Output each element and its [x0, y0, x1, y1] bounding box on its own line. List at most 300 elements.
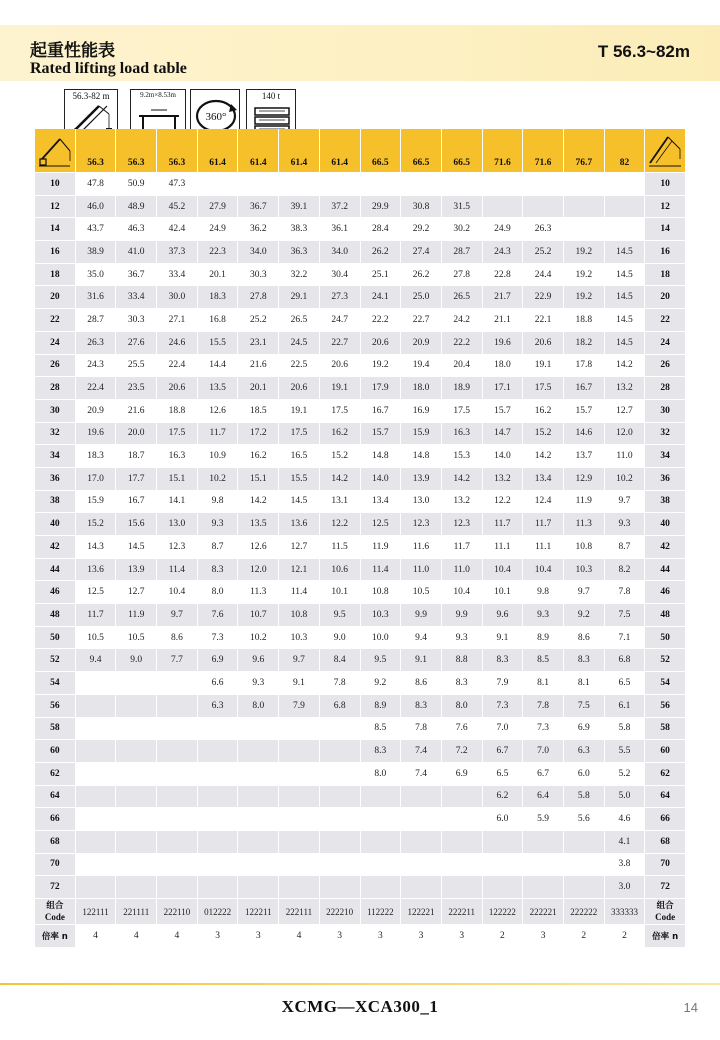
load-cell: 20.4 [442, 355, 483, 378]
load-cell: 17.5 [157, 423, 198, 446]
load-cell: 8.4 [320, 649, 361, 672]
load-cell: 7.4 [401, 763, 442, 786]
load-cell: 8.3 [442, 672, 483, 695]
load-cell: 8.3 [564, 649, 605, 672]
load-cell: 20.6 [157, 377, 198, 400]
load-cell: 6.8 [605, 649, 646, 672]
load-cell: 27.8 [442, 264, 483, 287]
load-cell [157, 786, 198, 809]
radius-label-right: 66 [645, 808, 686, 831]
load-cell: 30.8 [401, 196, 442, 219]
load-cell: 28.7 [442, 241, 483, 264]
load-cell: 24.4 [523, 264, 564, 287]
load-cell: 19.1 [320, 377, 361, 400]
table-row [35, 808, 686, 831]
load-cell: 10.2 [198, 468, 239, 491]
radius-label-right: 24 [645, 332, 686, 355]
load-cell: 33.4 [157, 264, 198, 287]
load-cell: 46.0 [76, 196, 117, 219]
load-cell: 15.9 [401, 423, 442, 446]
load-cell [76, 718, 117, 741]
load-cell: 22.1 [523, 309, 564, 332]
load-cell: 9.2 [564, 604, 605, 627]
load-cell [523, 173, 564, 196]
load-cell: 5.0 [605, 786, 646, 809]
code-label-left [35, 899, 76, 925]
radius-label-right: 42 [645, 536, 686, 559]
load-cell: 39.1 [279, 196, 320, 219]
load-cell [198, 763, 239, 786]
load-cell: 24.1 [361, 286, 402, 309]
load-cell: 26.5 [442, 286, 483, 309]
load-cell: 34.0 [238, 241, 279, 264]
radius-label-left: 44 [35, 559, 76, 582]
load-cell: 4.1 [605, 831, 646, 854]
load-cell: 26.2 [401, 264, 442, 287]
load-cell: 14.8 [361, 445, 402, 468]
multiplier-cell: 3 [361, 925, 402, 948]
load-cell: 23.5 [116, 377, 157, 400]
radius-label-left: 10 [35, 173, 76, 196]
load-cell: 7.3 [198, 627, 239, 650]
load-cell: 9.4 [401, 627, 442, 650]
load-cell: 14.5 [116, 536, 157, 559]
load-cell: 36.7 [238, 196, 279, 219]
load-cell: 9.9 [442, 604, 483, 627]
load-cell: 18.2 [564, 332, 605, 355]
load-cell: 19.2 [564, 241, 605, 264]
boom-length-header: 56.3 [116, 129, 157, 173]
load-cell: 9.5 [320, 604, 361, 627]
load-cell: 25.2 [523, 241, 564, 264]
load-cell: 29.1 [279, 286, 320, 309]
load-cell [564, 854, 605, 877]
load-cell: 27.1 [157, 309, 198, 332]
load-cell: 8.2 [605, 559, 646, 582]
load-cell: 10.4 [442, 581, 483, 604]
load-cell [523, 831, 564, 854]
load-cell [279, 808, 320, 831]
radius-label-left: 68 [35, 831, 76, 854]
load-cell: 13.4 [361, 491, 402, 514]
load-cell [116, 854, 157, 877]
load-cell: 18.3 [76, 445, 117, 468]
load-cell: 15.1 [238, 468, 279, 491]
load-cell: 29.2 [401, 218, 442, 241]
load-cell [198, 854, 239, 877]
load-cell: 12.6 [238, 536, 279, 559]
load-cell: 34.0 [320, 241, 361, 264]
load-cell: 10.8 [564, 536, 605, 559]
load-cell [320, 786, 361, 809]
load-cell: 7.6 [198, 604, 239, 627]
load-cell: 12.0 [605, 423, 646, 446]
crane-icon-right [645, 129, 686, 173]
load-cell [564, 218, 605, 241]
load-cell: 6.9 [198, 649, 239, 672]
radius-label-right: 46 [645, 581, 686, 604]
load-cell: 30.4 [320, 264, 361, 287]
load-cell [238, 831, 279, 854]
load-cell: 15.5 [279, 468, 320, 491]
load-cell: 5.8 [605, 718, 646, 741]
load-cell: 14.8 [401, 445, 442, 468]
load-cell: 29.9 [361, 196, 402, 219]
load-cell: 11.7 [76, 604, 117, 627]
load-cell [238, 763, 279, 786]
boom-length-header: 82 [605, 129, 646, 173]
load-cell: 16.9 [401, 400, 442, 423]
load-cell [523, 196, 564, 219]
load-cell: 9.1 [279, 672, 320, 695]
load-cell [279, 173, 320, 196]
load-cell: 27.4 [401, 241, 442, 264]
radius-label-right: 14 [645, 218, 686, 241]
load-cell: 6.8 [320, 695, 361, 718]
multiplier-cell: 4 [76, 925, 117, 948]
load-cell: 17.8 [564, 355, 605, 378]
load-cell: 11.1 [523, 536, 564, 559]
load-cell: 14.6 [564, 423, 605, 446]
radius-label-left: 34 [35, 445, 76, 468]
load-cell [401, 808, 442, 831]
load-cell: 8.0 [198, 581, 239, 604]
boom-length-header: 61.4 [320, 129, 361, 173]
load-cell: 14.5 [605, 241, 646, 264]
load-cell: 11.4 [157, 559, 198, 582]
load-cell: 7.5 [564, 695, 605, 718]
load-cell: 6.0 [483, 808, 524, 831]
load-cell: 9.6 [238, 649, 279, 672]
load-cell: 28.7 [76, 309, 117, 332]
load-cell [157, 695, 198, 718]
load-cell [442, 854, 483, 877]
load-cell: 13.0 [401, 491, 442, 514]
load-cell: 5.9 [523, 808, 564, 831]
load-cell: 9.3 [238, 672, 279, 695]
multiplier-cell: 4 [157, 925, 198, 948]
radius-label-left: 52 [35, 649, 76, 672]
load-cell: 16.3 [157, 445, 198, 468]
multiplier-cell: 3 [442, 925, 483, 948]
load-cell: 19.1 [523, 355, 564, 378]
load-cell [320, 831, 361, 854]
load-cell: 12.1 [279, 559, 320, 582]
load-cell: 12.3 [401, 513, 442, 536]
multiplier-cell: 3 [238, 925, 279, 948]
radius-label-left: 48 [35, 604, 76, 627]
load-cell [238, 173, 279, 196]
load-cell: 10.3 [279, 627, 320, 650]
load-cell: 13.4 [523, 468, 564, 491]
load-cell: 8.1 [564, 672, 605, 695]
radius-label-left: 30 [35, 400, 76, 423]
load-cell [401, 876, 442, 899]
load-cell: 8.0 [238, 695, 279, 718]
load-cell: 17.1 [483, 377, 524, 400]
boom-length-header: 61.4 [198, 129, 239, 173]
load-cell: 24.9 [198, 218, 239, 241]
load-cell: 13.6 [279, 513, 320, 536]
radius-label-right: 36 [645, 468, 686, 491]
load-cell: 16.2 [320, 423, 361, 446]
table-row [35, 786, 686, 809]
load-cell: 25.5 [116, 355, 157, 378]
page-title-cn: 起重性能表 [30, 41, 115, 61]
load-cell [320, 740, 361, 763]
load-cell: 38.3 [279, 218, 320, 241]
load-cell: 8.3 [401, 695, 442, 718]
load-cell: 36.1 [320, 218, 361, 241]
code-cell: 122221 [401, 899, 442, 925]
radius-label-right: 12 [645, 196, 686, 219]
load-cell: 12.4 [523, 491, 564, 514]
load-cell: 11.7 [523, 513, 564, 536]
load-cell [238, 808, 279, 831]
load-cell [198, 808, 239, 831]
boom-length-header: 71.6 [483, 129, 524, 173]
load-cell: 11.3 [238, 581, 279, 604]
load-cell: 4.6 [605, 808, 646, 831]
load-cell: 10.0 [361, 627, 402, 650]
load-cell: 41.0 [116, 241, 157, 264]
radius-label-left: 60 [35, 740, 76, 763]
load-cell: 14.2 [320, 468, 361, 491]
load-cell: 5.8 [564, 786, 605, 809]
load-cell: 21.7 [483, 286, 524, 309]
load-cell [238, 718, 279, 741]
load-cell: 8.1 [523, 672, 564, 695]
radius-label-left: 20 [35, 286, 76, 309]
load-cell: 22.8 [483, 264, 524, 287]
load-cell: 6.4 [523, 786, 564, 809]
load-cell: 37.3 [157, 241, 198, 264]
load-cell [361, 876, 402, 899]
table-row [35, 763, 686, 786]
load-cell [442, 876, 483, 899]
load-cell [76, 876, 117, 899]
load-cell [442, 786, 483, 809]
load-cell: 12.6 [198, 400, 239, 423]
load-cell: 16.3 [442, 423, 483, 446]
load-cell: 26.5 [279, 309, 320, 332]
load-cell: 14.2 [442, 468, 483, 491]
radius-label-left: 54 [35, 672, 76, 695]
code-label-en: Code [44, 911, 65, 922]
radius-label-left: 62 [35, 763, 76, 786]
load-cell: 19.2 [361, 355, 402, 378]
radius-label-right: 20 [645, 286, 686, 309]
load-cell: 14.5 [605, 286, 646, 309]
load-cell: 16.7 [361, 400, 402, 423]
boom-range-label: T 56.3~82m [597, 42, 690, 61]
load-cell: 11.7 [483, 513, 524, 536]
load-cell: 11.4 [279, 581, 320, 604]
radius-label-right: 38 [645, 491, 686, 514]
load-cell: 20.6 [361, 332, 402, 355]
load-cell: 13.2 [442, 491, 483, 514]
load-cell: 19.2 [564, 264, 605, 287]
table-row [35, 854, 686, 877]
table-row [35, 695, 686, 718]
load-cell: 11.1 [483, 536, 524, 559]
load-cell: 10.6 [320, 559, 361, 582]
table-row [35, 218, 686, 241]
load-cell: 24.5 [279, 332, 320, 355]
radius-label-right: 28 [645, 377, 686, 400]
load-cell: 8.3 [361, 740, 402, 763]
load-cell: 17.5 [320, 400, 361, 423]
load-cell: 9.9 [401, 604, 442, 627]
multiplier-cell: 2 [483, 925, 524, 948]
load-cell: 13.1 [320, 491, 361, 514]
load-cell: 17.2 [238, 423, 279, 446]
load-cell [483, 196, 524, 219]
radius-label-right: 58 [645, 718, 686, 741]
load-cell: 11.7 [198, 423, 239, 446]
load-cell: 6.5 [605, 672, 646, 695]
load-cell [116, 763, 157, 786]
load-cell: 22.9 [523, 286, 564, 309]
load-cell: 9.6 [483, 604, 524, 627]
boom-length-header: 66.5 [361, 129, 402, 173]
load-cell: 9.3 [523, 604, 564, 627]
load-cell [279, 786, 320, 809]
multiplier-cell: 3 [320, 925, 361, 948]
load-cell [76, 740, 117, 763]
load-cell [238, 876, 279, 899]
load-cell: 16.7 [116, 491, 157, 514]
load-cell: 10.9 [198, 445, 239, 468]
load-cell: 22.2 [442, 332, 483, 355]
table-row [35, 831, 686, 854]
load-cell: 12.5 [361, 513, 402, 536]
load-cell: 7.8 [523, 695, 564, 718]
load-cell: 26.3 [76, 332, 117, 355]
load-cell: 14.5 [605, 264, 646, 287]
load-cell [442, 808, 483, 831]
load-cell: 17.7 [116, 468, 157, 491]
table-row [35, 264, 686, 287]
load-cell: 10.3 [564, 559, 605, 582]
load-cell [401, 786, 442, 809]
load-cell [320, 173, 361, 196]
load-cell: 9.7 [564, 581, 605, 604]
load-cell: 10.8 [361, 581, 402, 604]
load-cell: 24.3 [76, 355, 117, 378]
radius-label-right: 10 [645, 173, 686, 196]
load-cell: 47.8 [76, 173, 117, 196]
load-cell [116, 740, 157, 763]
load-cell: 25.2 [238, 309, 279, 332]
radius-label-left: 12 [35, 196, 76, 219]
load-cell: 9.7 [157, 604, 198, 627]
load-cell: 12.7 [116, 581, 157, 604]
table-row [35, 604, 686, 627]
load-cell: 24.6 [157, 332, 198, 355]
load-cell: 10.2 [238, 627, 279, 650]
radius-label-right: 16 [645, 241, 686, 264]
load-cell [116, 718, 157, 741]
load-cell: 13.6 [76, 559, 117, 582]
load-cell: 6.6 [198, 672, 239, 695]
radius-label-right: 70 [645, 854, 686, 877]
load-cell [401, 173, 442, 196]
counterweight-caption: 140 t [261, 91, 281, 101]
multiplier-cell: 3 [523, 925, 564, 948]
multiplier-cell: 3 [198, 925, 239, 948]
code-label-right [645, 899, 686, 925]
load-cell: 7.0 [483, 718, 524, 741]
radius-label-left: 28 [35, 377, 76, 400]
load-cell: 8.3 [198, 559, 239, 582]
radius-label-right: 26 [645, 355, 686, 378]
load-cell: 13.2 [483, 468, 524, 491]
load-cell: 3.0 [605, 876, 646, 899]
load-cell: 6.9 [442, 763, 483, 786]
code-cell: 222211 [442, 899, 483, 925]
load-cell [442, 831, 483, 854]
code-cell: 012222 [198, 899, 239, 925]
load-cell [238, 786, 279, 809]
load-cell: 17.5 [523, 377, 564, 400]
radius-label-left: 24 [35, 332, 76, 355]
radius-label-left: 70 [35, 854, 76, 877]
load-cell: 24.2 [442, 309, 483, 332]
load-cell [605, 196, 646, 219]
load-cell [483, 854, 524, 877]
load-cell: 10.5 [116, 627, 157, 650]
load-cell [523, 854, 564, 877]
load-cell [361, 854, 402, 877]
table-row [35, 400, 686, 423]
load-cell: 21.6 [116, 400, 157, 423]
multiplier-row [35, 925, 686, 948]
load-cell: 19.4 [401, 355, 442, 378]
page-title-en: Rated lifting load table [30, 60, 187, 77]
load-cell: 11.9 [564, 491, 605, 514]
load-cell: 22.7 [401, 309, 442, 332]
load-cell [320, 718, 361, 741]
load-cell: 8.9 [523, 627, 564, 650]
load-cell [116, 876, 157, 899]
load-cell [401, 831, 442, 854]
table-row [35, 332, 686, 355]
radius-label-left: 22 [35, 309, 76, 332]
load-cell: 9.8 [523, 581, 564, 604]
code-row [35, 899, 686, 925]
footer-rule [0, 983, 720, 985]
load-cell: 36.7 [116, 264, 157, 287]
load-cell: 6.9 [564, 718, 605, 741]
load-cell: 10.5 [76, 627, 117, 650]
load-cell: 14.2 [523, 445, 564, 468]
radius-label-left: 66 [35, 808, 76, 831]
load-cell [157, 854, 198, 877]
load-cell: 18.9 [442, 377, 483, 400]
boom-length-header: 66.5 [442, 129, 483, 173]
load-cell: 8.6 [564, 627, 605, 650]
load-cell: 37.2 [320, 196, 361, 219]
load-cell [198, 786, 239, 809]
table-row [35, 309, 686, 332]
load-cell [605, 173, 646, 196]
load-cell: 13.7 [564, 445, 605, 468]
load-cell: 31.5 [442, 196, 483, 219]
load-cell [279, 854, 320, 877]
load-cell: 14.7 [483, 423, 524, 446]
load-cell: 18.8 [157, 400, 198, 423]
